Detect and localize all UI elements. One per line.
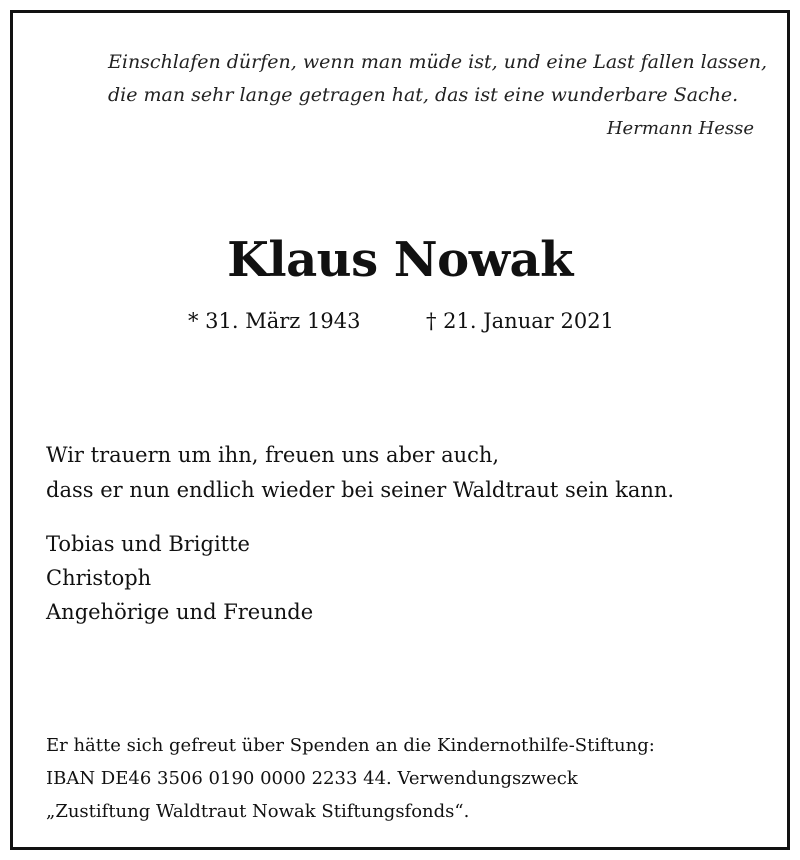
quote-line: die man sehr lange getragen hat, das ist eine wunderbare Sache. [108,84,739,106]
donation-line: „Zustiftung Waldtraut Nowak Stiftungsfonds“. [46,801,470,822]
quote [108,46,768,112]
signer: Tobias und Brigitte [46,532,250,556]
donation-notice [46,729,655,828]
quote-author: Hermann Hesse [606,118,754,139]
signer: Angehörige und Freunde [46,600,314,624]
deceased-name: Klaus Nowak [227,232,573,288]
donation-line: IBAN DE46 3506 0190 0000 2233 44. Verwendungszweck [46,768,578,789]
birth-date: * 31. März 1943 [188,309,361,333]
quote-line: Einschlafen dürfen, wenn man müde ist, und eine Last fallen lassen, [108,51,768,73]
signers-list [46,527,313,629]
mourning-text [46,438,674,508]
mourning-line: dass er nun endlich wieder bei seiner Waldtraut sein kann. [46,478,675,502]
donation-line: Er hätte sich gefreut über Spenden an die Kindernothilfe-Stiftung: [46,735,655,756]
mourning-line: Wir trauern um ihn, freuen uns aber auch, [46,443,500,467]
death-date: † 21. Januar 2021 [426,309,614,333]
signer: Christoph [46,566,152,590]
